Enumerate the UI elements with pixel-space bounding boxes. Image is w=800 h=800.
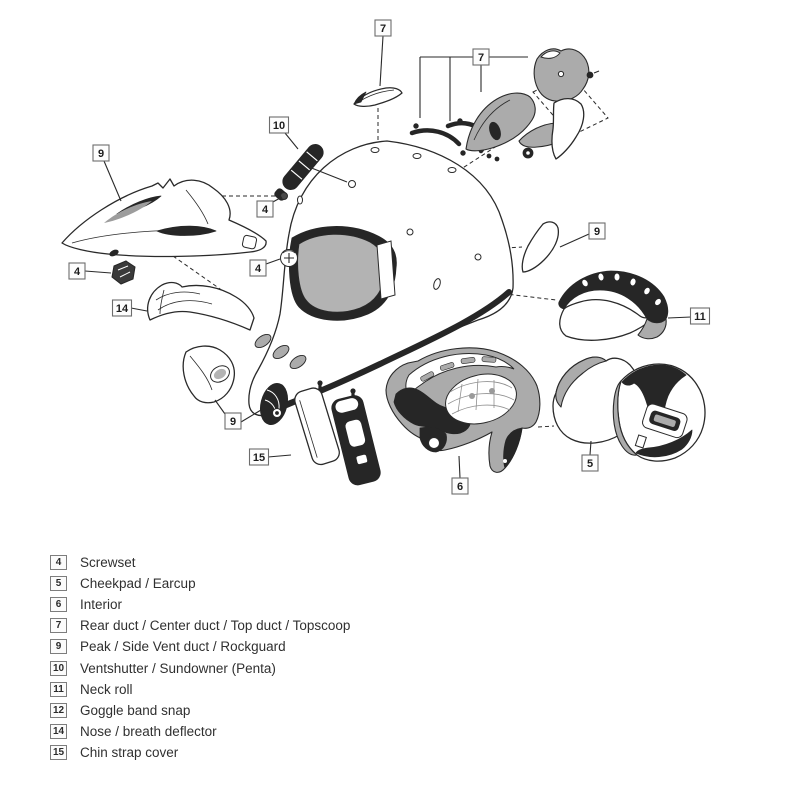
legend-number-box: 15 [50, 745, 67, 760]
top-duct [354, 88, 402, 107]
legend-item-12 [50, 700, 350, 721]
legend-number-box: 14 [50, 724, 67, 739]
legend-item-5 [50, 573, 350, 594]
svg-text:9: 9 [593, 226, 601, 238]
peak-screw-boss [242, 235, 257, 249]
legend-item-7 [50, 615, 350, 636]
legend-number-box: 12 [50, 703, 67, 718]
peak [62, 179, 266, 256]
legend-number-box: 5 [50, 576, 67, 591]
screw-small [281, 193, 288, 200]
callout-9 [93, 145, 109, 161]
callout-4 [257, 201, 273, 217]
legend-item-10 [50, 657, 350, 678]
svg-text:10: 10 [272, 120, 286, 132]
legend-item-14 [50, 721, 350, 742]
neck-roll [559, 271, 668, 340]
callout-9 [589, 223, 605, 239]
legend-number-box: 4 [50, 555, 67, 570]
callout-10 [270, 117, 289, 133]
legend-item-11 [50, 679, 350, 700]
legend-number-box: 6 [50, 597, 67, 612]
callout-7 [375, 20, 391, 36]
eye-port-opening [298, 234, 386, 312]
legend-label: Goggle band snap [80, 702, 191, 718]
legend-label: Cheekpad / Earcup [80, 576, 196, 592]
legend-label: Peak / Side Vent duct / Rockguard [80, 639, 286, 655]
svg-text:4: 4 [73, 266, 81, 278]
legend-label: Nose / breath deflector [80, 723, 217, 739]
legend-item-4 [50, 552, 350, 573]
svg-text:11: 11 [694, 311, 706, 323]
callout-5 [582, 455, 598, 471]
side-vent-duct [183, 346, 234, 403]
cheekpad-right [613, 364, 705, 461]
legend-label: Ventshutter / Sundowner (Penta) [80, 660, 276, 676]
screw-disc [281, 250, 298, 267]
grommet [523, 148, 533, 158]
svg-text:7: 7 [379, 23, 387, 35]
callout-7 [473, 49, 489, 65]
callout-15 [250, 449, 269, 465]
svg-text:4: 4 [261, 204, 269, 216]
svg-text:4: 4 [254, 263, 262, 275]
legend-number-box: 10 [50, 661, 67, 676]
callout-4 [250, 260, 266, 276]
legend-label: Neck roll [80, 681, 133, 697]
rear-duct-screw [587, 71, 599, 78]
nose-deflector [148, 283, 254, 330]
parts-legend [50, 552, 350, 763]
legend-number-box: 7 [50, 618, 67, 633]
rear-duct-blade [552, 99, 584, 159]
legend-label: Chin strap cover [80, 744, 179, 760]
interior-liner [386, 348, 540, 472]
callout-14 [113, 300, 132, 316]
svg-text:5: 5 [586, 458, 594, 470]
legend-number-box: 9 [50, 639, 67, 654]
legend-label: Screwset [80, 555, 136, 571]
screw-wingnut [112, 261, 135, 284]
side-vent-blade [522, 222, 558, 272]
callout-9 [225, 413, 241, 429]
legend-item-6 [50, 594, 350, 615]
legend-label: Interior [80, 597, 123, 613]
legend-item-15 [50, 742, 350, 763]
legend-number-box: 11 [50, 682, 67, 697]
svg-text:14: 14 [115, 303, 129, 315]
legend-item-9 [50, 636, 350, 657]
svg-text:6: 6 [456, 481, 464, 493]
svg-text:7: 7 [477, 52, 485, 64]
svg-text:9: 9 [229, 416, 237, 428]
callout-6 [452, 478, 468, 494]
legend-label: Rear duct / Center duct / Top duct / Topscoop [80, 618, 351, 634]
chin-strap-covers [293, 381, 383, 487]
callout-11 [691, 308, 710, 324]
svg-text:9: 9 [97, 148, 105, 160]
svg-text:15: 15 [252, 452, 266, 464]
callout-4 [69, 263, 85, 279]
